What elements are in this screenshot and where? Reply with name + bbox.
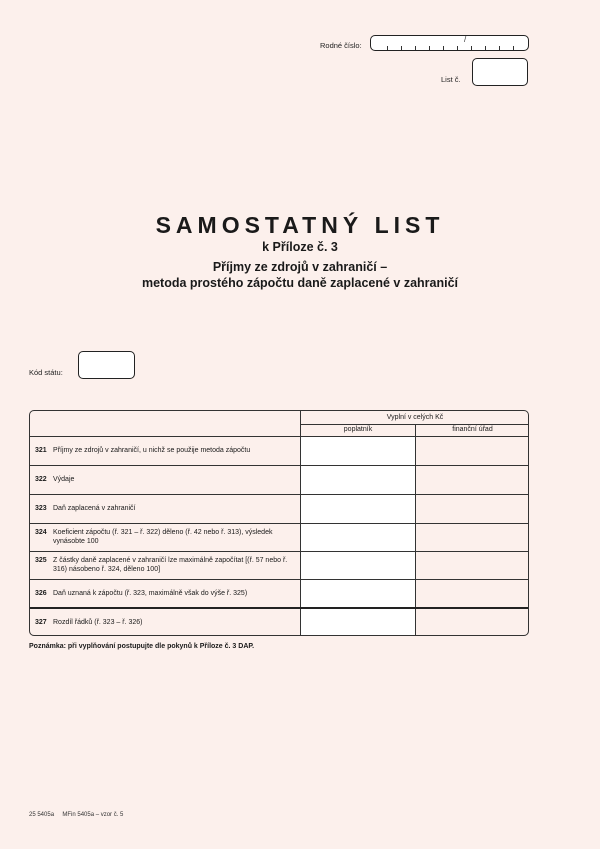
poplatnik-cell[interactable] xyxy=(300,466,415,494)
poplatnik-cell[interactable] xyxy=(300,495,415,523)
rodne-cislo-label: Rodné číslo: xyxy=(320,41,362,50)
poplatnik-cell[interactable] xyxy=(300,552,415,579)
title-line-1: Příjmy ze zdrojů v zahraničí – xyxy=(212,260,388,274)
row-text: Rozdíl řádků (ř. 323 – ř. 326) xyxy=(53,619,143,626)
table-row xyxy=(30,607,528,636)
table-row xyxy=(30,494,528,523)
poplatnik-cell[interactable] xyxy=(300,437,415,465)
row-text: Koeficient zápočtu (ř. 321 – ř. 322) děleno (ř. 42 nebo ř. 313), výsledek vynásobte 100 xyxy=(53,529,273,545)
row-number: 324 xyxy=(35,529,47,536)
list-cislo-label: List č. xyxy=(441,75,461,84)
row-text: Daň zaplacená v zahraničí xyxy=(53,505,136,512)
poplatnik-cell[interactable] xyxy=(300,580,415,607)
urad-cell xyxy=(415,609,529,636)
urad-cell xyxy=(415,580,529,607)
urad-cell xyxy=(415,437,529,465)
row-number: 323 xyxy=(35,505,47,512)
row-text: Příjmy ze zdrojů v zahraničí, u nichž se použije metoda zápočtu xyxy=(53,447,251,454)
note: Poznámka: při vyplňování postupujte dle pokynů k Příloze č. 3 DAP. xyxy=(29,643,255,650)
row-number: 327 xyxy=(35,619,47,626)
urad-cell xyxy=(415,552,529,579)
header-vyplni: Vyplní v celých Kč xyxy=(300,411,529,425)
rodne-cislo-field[interactable] xyxy=(370,35,529,51)
header-poplatnik: poplatník xyxy=(300,424,415,436)
table-row xyxy=(30,551,528,579)
row-number: 322 xyxy=(35,476,47,483)
table-row xyxy=(30,523,528,551)
list-cislo-field[interactable] xyxy=(472,58,528,86)
form-footer: 25 5405a MFin 5405a – vzor č. 5 xyxy=(29,812,124,818)
row-number: 325 xyxy=(35,557,47,564)
header-financni-urad: finanční úřad xyxy=(415,424,529,436)
table-row xyxy=(30,436,528,465)
title-line-2: metoda prostého zápočtu daně zaplacené v zahraničí xyxy=(141,276,459,290)
slash-separator: / xyxy=(464,35,467,44)
table-row xyxy=(30,465,528,494)
page-title: SAMOSTATNÝ LIST xyxy=(155,212,445,238)
row-number: 326 xyxy=(35,590,47,597)
poplatnik-cell[interactable] xyxy=(300,609,415,636)
table-header xyxy=(30,411,528,436)
row-text: Daň uznaná k zápočtu (ř. 323, maximálně však do výše ř. 325) xyxy=(53,590,248,597)
urad-cell xyxy=(415,524,529,551)
page-subtitle: k Příloze č. 3 xyxy=(262,240,338,254)
poplatnik-cell[interactable] xyxy=(300,524,415,551)
urad-cell xyxy=(415,495,529,523)
kod-statu-label: Kód státu: xyxy=(29,368,63,377)
urad-cell xyxy=(415,466,529,494)
kod-statu-field[interactable] xyxy=(78,351,135,379)
table-row xyxy=(30,579,528,607)
row-number: 321 xyxy=(35,447,47,454)
row-text: Výdaje xyxy=(53,476,75,483)
row-text: Z částky daně zaplacené v zahraničí lze maximálně započítat [(ř. 57 nebo ř. 316) násobeno ř. 324, děleno 100] xyxy=(53,557,288,573)
income-table xyxy=(29,410,529,636)
